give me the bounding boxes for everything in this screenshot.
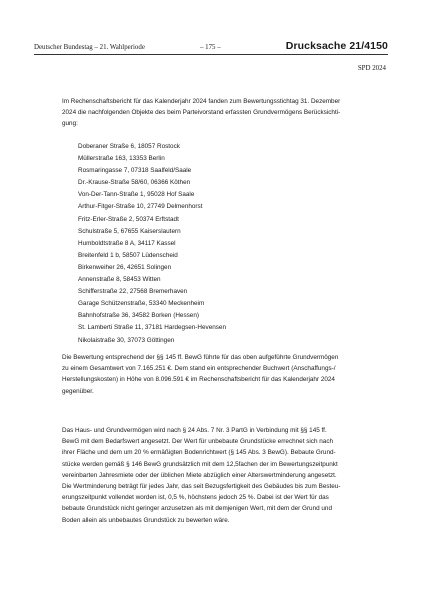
property-address: Arthur-Fitger-Straße 10, 27749 Delmenhorst — [78, 203, 203, 211]
method-line: Das Haus- und Grundvermögen wird nach § 24 Abs. 7 Nr. 3 PartG in Verbindung mit §§ 145 ff. — [62, 427, 327, 434]
property-address: Garage Schützenstraße, 53340 Meckenheim — [78, 300, 205, 308]
property-address: Fritz-Erler-Straße 2, 50374 Erftstadt — [78, 215, 179, 223]
property-address: Bahnhofstraße 36, 34582 Borken (Hessen) — [78, 312, 199, 320]
drucksache-number: Drucksache 21/4150 — [285, 40, 388, 52]
method-line: erungszeitpunkt vollendet worden ist, 0,5 %, höchstens jedoch 25 %. Dabei ist der Wert für das — [62, 494, 329, 502]
valuation-line: gegenüber. — [62, 387, 94, 395]
valuation-method-paragraph — [62, 425, 388, 526]
property-address: St. Lamberti Straße 11, 37181 Hardegsen-Hevensen — [78, 324, 226, 332]
property-address: Nikolaistraße 30, 37073 Göttingen — [78, 336, 175, 344]
intro-line: gung: — [62, 120, 78, 128]
parliament-term-header: Deutscher Bundestag – 21. Wahlperiode — [34, 44, 145, 51]
header-divider — [34, 54, 388, 55]
method-line: Boden allein als unbebautes Grundstück zu bewerten wäre. — [62, 516, 230, 524]
property-address: Annenstraße 8, 58453 Witten — [78, 276, 161, 284]
property-address: Dr.-Krause-Straße 58/60, 06366 Köthen — [78, 179, 191, 187]
party-label: SPD 2024 — [357, 65, 386, 72]
valuation-line: Herstellungskosten) in Höhe von 8.096.591 € im Rechenschaftsbericht für das Kalenderjahr 2024 — [62, 376, 335, 384]
property-address: Schulstraße 5, 67655 Kaiserslautern — [78, 227, 181, 235]
property-address: Humboldtstraße 8 A, 34117 Kassel — [78, 239, 176, 247]
intro-line: 2024 die nachfolgenden Objekte des beim Parteivorstand erfassten Grundvermögens Berücksichti- — [62, 109, 341, 117]
page-number: – 175 – — [200, 44, 221, 51]
property-address: Rosmaringasse 7, 07318 Saalfeld/Saale — [78, 167, 192, 175]
property-address: Von-Der-Tann-Straße 1, 95028 Hof Saale — [78, 191, 195, 199]
method-line: stücke werden gemäß § 146 BewG grundsätzlich mit dem 12,5fachen der im Bewertungszeitpunkt — [62, 460, 338, 468]
valuation-paragraph — [62, 352, 388, 397]
valuation-line: zu einem Gesamtwert von 7.165.251 €. Dem stand ein entsprechender Buchwert (Anschaffungs-/ — [62, 365, 336, 373]
property-address: Breitenfeld 1 b, 58507 Lüdenscheid — [78, 251, 178, 259]
property-address: Doberaner Straße 6, 18057 Rostock — [78, 143, 180, 150]
property-address-list — [78, 141, 226, 347]
property-address: Müllerstraße 163, 13353 Berlin — [78, 155, 165, 163]
method-line: vereinbarten Jahresmiete oder der üblichen Miete abzüglich einer Alterswertminderung angesetzt. — [62, 471, 337, 479]
valuation-line: Die Bewertung entsprechend der §§ 145 ff. BewG führte für das oben aufgeführte Grundvermögen — [62, 354, 339, 361]
method-line: ihrer Fläche und dem um 20 % ermäßigten Bodenrichtwert (§ 145 Abs. 3 BewG). Bebaute Grund- — [62, 449, 336, 457]
method-line: Die Wertminderung beträgt für jedes Jahr, das seit Bezugsfertigkeit des Gebäudes bis zum Besteu- — [62, 483, 341, 491]
method-line: bebaute Grundstück nicht geringer anzusetzen als mit demjenigen Wert, mit dem der Grund und — [62, 505, 332, 513]
property-address: Birkenweiher 26, 42651 Solingen — [78, 263, 172, 271]
intro-line: Im Rechenschaftsbericht für das Kalenderjahr 2024 fanden zum Bewertungsstichtag 31. Dezember — [62, 98, 341, 105]
property-address: Schifferstraße 22, 27568 Bremerhaven — [78, 288, 188, 296]
method-line: BewG mit dem Bedarfswert angesetzt. Der Wert für unbebaute Grundstücke errechnet sich nach — [62, 438, 334, 446]
intro-paragraph — [62, 96, 388, 130]
